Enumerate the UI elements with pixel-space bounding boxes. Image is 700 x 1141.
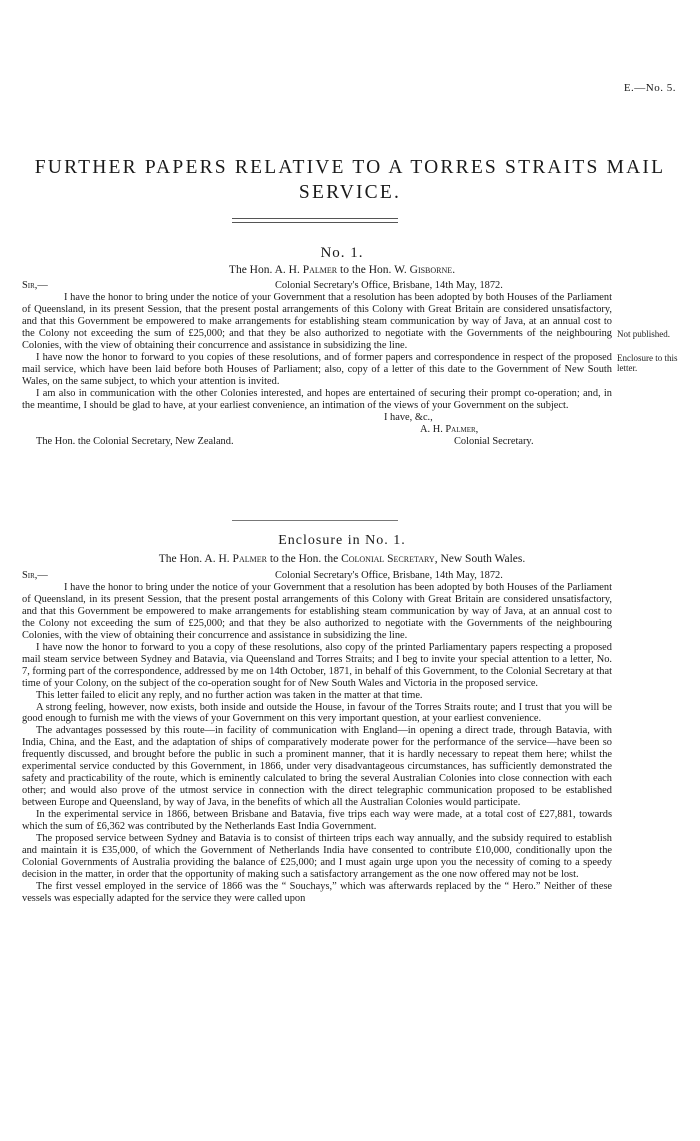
title-divider <box>232 218 398 223</box>
paragraph: I have now the honor to forward to you a copy of these resolutions, also copy of the printed Parliamentary papers respecting a proposed mail steam service between Sydney and Batavia, via Queensland and Torres Straits; and I beg to invite your special attention to a letter, No. 7, forming part of the correspondence, addressed by me on 14th October, 1871, in behalf of this Government, to the Colonial Secretary at that time of your Colony, on the subject of the co-operation sought for of New South Wales and Victoria in the proposed service. <box>22 641 612 689</box>
signature-title: Colonial Secretary. <box>454 435 534 447</box>
salutation: Sir,— <box>22 570 48 581</box>
page-code: E.—No. 5. <box>623 82 676 94</box>
from-to-text: The Hon. A. H. <box>158 553 233 565</box>
letter-number: No. 1. <box>320 245 364 261</box>
section-divider <box>232 520 398 521</box>
paragraph: The first vessel employed in the service of 1866 was the “ Souchays,” which was afterwards replaced by the “ Hero.” Neither of these vessels was especially adapted for the service they were called upon <box>22 880 612 904</box>
enclosure-from-to <box>22 553 662 565</box>
paragraph: A strong feeling, however, now exists, both inside and outside the House, in favour of the Torres Straits route; and I trust that you will be good enough to furnish me with the views of your Government on this very important question, at your earliest convenience. <box>22 701 612 725</box>
closing: I have, &c., <box>384 411 433 423</box>
title-line-2: SERVICE. <box>298 182 402 203</box>
addressee: The Hon. the Colonial Secretary, New Zealand. <box>36 435 234 447</box>
addressee-row <box>22 436 612 448</box>
salutation-row <box>22 280 612 292</box>
salutation: Sir,— <box>22 280 48 291</box>
paragraph: The advantages possessed by this route—in facility of communication with England—in opening a direct trade, through Batavia, with India, China, and the East, and the adaptation of ships of comparatively moderate power for the performance of the service—have been so frequently discussed, and brought before the public in such a prominent manner, that it is hardly necessary to repeat them here; whilst the experimental service conducted by this Government, in 1866, under very disadvantageous circumstances, has sufficiently demonstrated the safety and practicability of the route, which is eminently calculated to bring the several Australian Colonies into close connection with each other; and would also prove of the utmost service in connection with the direct telegraphic communication proposed to be established between Europe and Queensland, by way of Java, in the benefits of which all the Australian Colonies would participate. <box>22 725 612 809</box>
letter-address: Colonial Secretary's Office, Brisbane, 14th May, 1872. <box>275 280 503 291</box>
salutation-row <box>22 570 612 582</box>
recipient-name: Gisborne <box>409 264 453 276</box>
from-to-text: to the Hon. W. <box>337 264 410 276</box>
enclosure-heading: Enclosure in No. 1. <box>278 533 406 548</box>
paragraph: In the experimental service in 1866, between Brisbane and Batavia, five trips each way were made, at a total cost of £27,881, towards which the sum of £6,362 was contributed by the Netherlands East India Government. <box>22 809 612 833</box>
closing-row <box>22 412 612 424</box>
paragraph: I have the honor to bring under the notice of your Government that a resolution has been adopted by both Houses of the Parliament of Queensland, in its present Session, that the present postal arrangements of this Colony with Great Britain are considered unsatisfactory, and that this Government be empowered to make arrangements for establishing steam communication by way of Java, at an annual cost to the Colony not exceeding the sum of £25,000; and that they be also authorized to negotiate with the Governments of the neighbouring Colonies, with the view of obtaining their concurrence and assistance in subsidizing the line. <box>22 582 612 641</box>
paragraph: I have the honor to bring under the notice of your Government that a resolution has been adopted by both Houses of the Parliament of Queensland, in its present Session, that the present postal arrangements of this Colony with Great Britain are considered unsatisfactory, and that this Government be empowered to make arrangements for establishing steam communication by way of Java, at an annual cost to the Colony not exceeding the sum of £25,000; and that they be also authorized to negotiate with the Governments of the neighbouring Colonies, with the view of obtaining their concurrence and assistance in subsidizing the line. <box>22 292 612 351</box>
from-to-text: The Hon. A. H. <box>228 264 303 276</box>
recipient-name: Colonial Secretary <box>341 553 435 565</box>
paragraph: The proposed service between Sydney and Batavia is to consist of thirteen trips each way annually, and the subsidy required to establish and maintain it is £35,000, of which the Government of Netherlands India have consented to contribute £10,000, conditionally upon the Colonial Governments of Australia providing the balance of £25,000; and I must again urge upon you the necessity of coming to a speedy decision in the matter, in order that the opportunity of making such a satisfactory arrangement as the one now offered may not be lost. <box>22 833 612 880</box>
from-to-text: . <box>452 264 456 276</box>
margin-note-not-published: Not published. <box>617 329 670 339</box>
signature-row <box>22 424 612 436</box>
margin-note-enclosure: Enclosure to this letter. <box>617 353 678 373</box>
from-to-text: , New South Wales. <box>434 553 526 565</box>
enclosure-body <box>22 570 612 905</box>
paragraph: This letter failed to elicit any reply, and no further action was taken in the matter at that time. <box>36 689 423 701</box>
letter-body <box>22 280 612 448</box>
sender-name: Palmer <box>302 264 338 276</box>
sender-name: Palmer <box>232 553 267 565</box>
letter-from-to <box>22 264 662 276</box>
title-line-1: FURTHER PAPERS RELATIVE TO A TORRES STRAITS MAIL <box>34 157 666 178</box>
from-to-text: to the Hon. the <box>266 553 342 565</box>
document-title <box>30 155 670 205</box>
paragraph: I am also in communication with the other Colonies interested, and hopes are entertained of securing their prompt co-operation; and, in the meantime, I should be glad to have, at your earliest convenience, an intimation of the views of your Government on the subject. <box>22 387 612 411</box>
signature-name: A. H. Palmer, <box>420 423 479 435</box>
letter-address: Colonial Secretary's Office, Brisbane, 14th May, 1872. <box>275 570 503 581</box>
paragraph: I have now the honor to forward to you copies of these resolutions, and of former papers and correspondence in respect of the proposed mail service, which have been laid before both Houses of Parliament; also, copy of a letter of this date to the Government of New South Wales, on the same subject, to which your attention is invited. <box>22 351 612 387</box>
